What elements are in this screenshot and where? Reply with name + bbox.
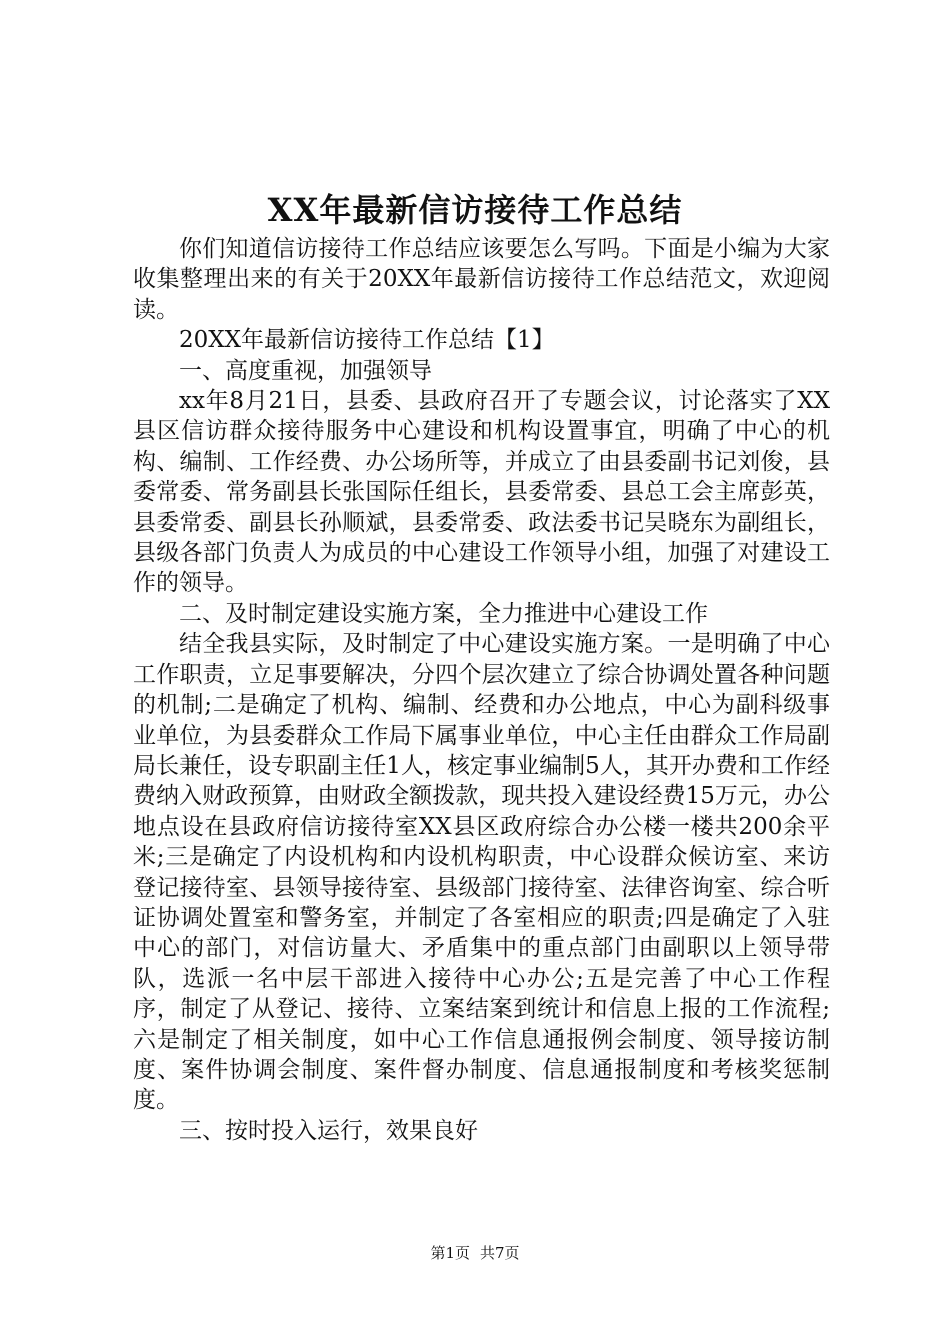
page-number: 第1页 — [430, 1244, 470, 1262]
paragraph-body-1: xx年8月21日，县委、县政府召开了专题会议，讨论落实了XX县区信访群众接待服务中心建设和机构设置事宜，明确了中心的机构、编制、工作经费、办公场所等，并成立了由县委副书记刘俊，县委常委、常务副县长张国际任组长，县委常委、县总工会主席彭英，县委常委、副县长孙顺斌，县委常委、政法委书记吴晓东为副组长，县级各部门负责人为成员的中心建设工作领导小组，加强了对建设工作的领导。 — [133, 388, 830, 597]
document-title: XX年最新信访接待工作总结 — [267, 191, 683, 229]
paragraph-heading-2: 二、及时制定建设实施方案，全力推进中心建设工作 — [179, 600, 708, 627]
paragraph-heading-1: 一、高度重视，加强领导 — [179, 357, 432, 384]
page-total: 共7页 — [480, 1244, 520, 1262]
paragraph-intro: 你们知道信访接待工作总结应该要怎么写吗。下面是小编为大家收集整理出来的有关于20XX年最新信访接待工作总结范文，欢迎阅读。 — [133, 236, 830, 323]
document-body — [133, 234, 830, 1146]
page-footer — [0, 1242, 950, 1264]
paragraph-section-title: 20XX年最新信访接待工作总结【1】 — [179, 327, 555, 354]
paragraph-body-2: 结全我县实际，及时制定了中心建设实施方案。一是明确了中心工作职责，立足事要解决，分四个层次建立了综合协调处置各种问题的机制;二是确定了机构、编制、经费和办公地点，中心为副科级事业单位，为县委群众工作局下属事业单位，中心主任由群众工作局副局长兼任，设专职副主任1人，核定事业编制5人，其开办费和工作经费纳入财政预算，由财政全额拨款，现共投入建设经费15万元，办公地点设在县政府信访接待室XX县区政府综合办公楼一楼共200余平米;三是确定了内设机构和内设机构职责，中心设群众候访室、来访登记接待室、县领导接待室、县级部门接待室、法律咨询室、综合听证协调处置室和警务室，并制定了各室相应的职责;四是确定了入驻中心的部门，对信访量大、矛盾集中的重点部门由副职以上领导带队，选派一名中层干部进入接待中心办公;五是完善了中心工作程序，制定了从登记、接待、立案结案到统计和信息上报的工作流程;六是制定了相关制度，如中心工作信息通报例会制度、领导接访制度、案件协调会制度、案件督办制度、信息通报制度和考核奖惩制度。 — [133, 631, 830, 1114]
paragraph-heading-3: 三、按时投入运行，效果良好 — [179, 1117, 478, 1144]
